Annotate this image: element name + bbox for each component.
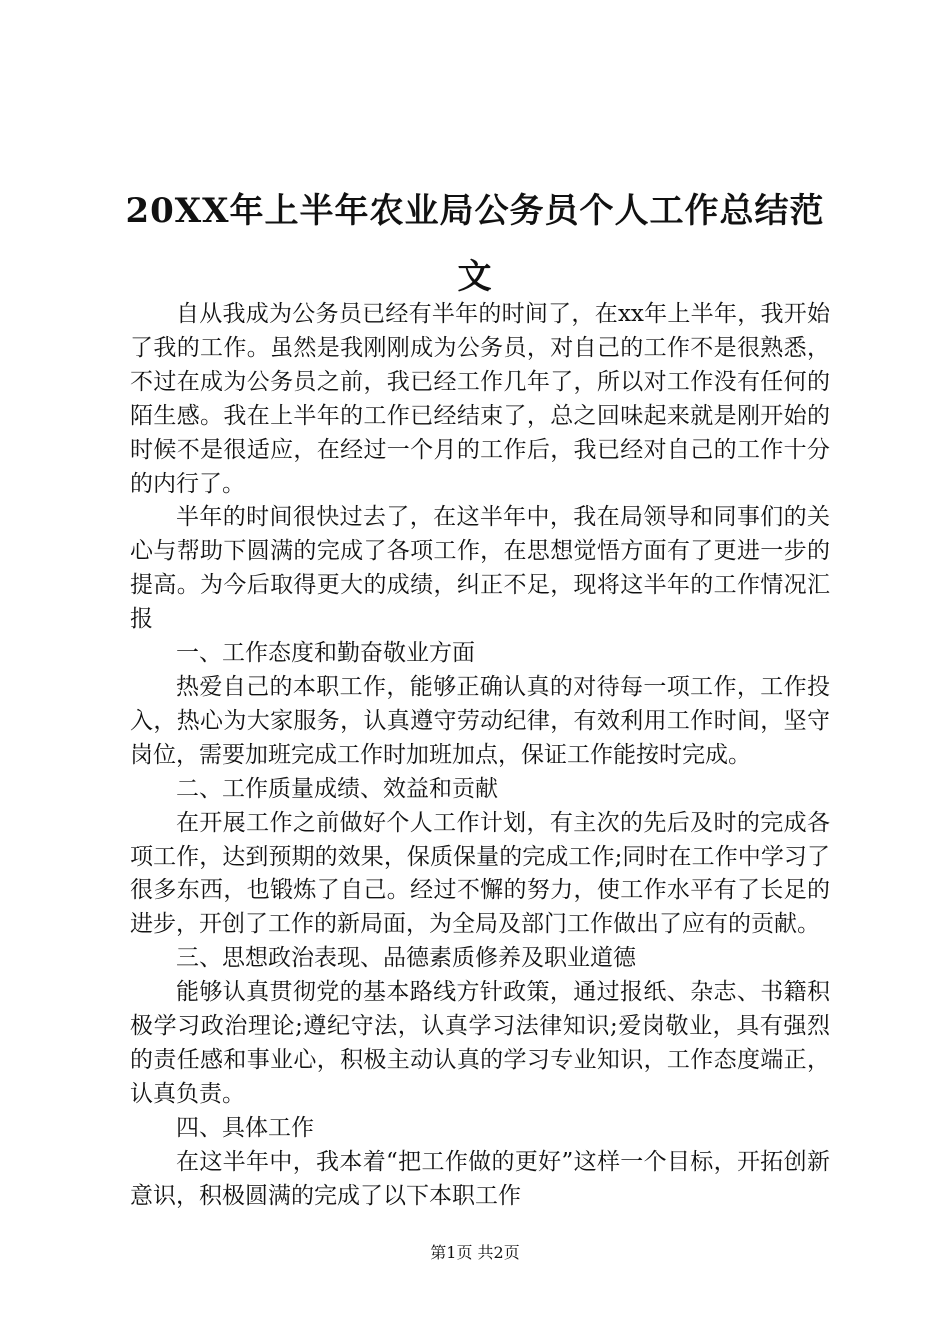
- paragraph-intro: 自从我成为公务员已经有半年的时间了，在xx年上半年，我开始了我的工作。虽然是我刚刚成为公务员，对自己的工作不是很熟悉，不过在成为公务员之前，我已经工作几年了，所以对工作没有任何的陌生感。我在上半年的工作已经结束了，总之回味起来就是刚开始的时候不是很适应，在经过一个月的工作后，我已经对自己的工作十分的内行了。: [130, 301, 830, 497]
- paragraph-summary: 半年的时间很快过去了，在这半年中，我在局领导和同事们的关心与帮助下圆满的完成了各项工作，在思想觉悟方面有了更进一步的提高。为今后取得更大的成绩，纠正不足，现将这半年的工作情况汇报: [130, 504, 830, 633]
- document-title: 20XX年上半年农业局公务员个人工作总结范文: [125, 191, 825, 297]
- section-heading-2: 二、工作质量成绩、效益和贡献: [176, 775, 498, 802]
- paragraph-section-4: 在这半年中，我本着“把工作做的更好”这样一个目标，开拓创新意识，积极圆满的完成了以下本职工作: [130, 1148, 830, 1209]
- paragraph-section-3: 能够认真贯彻党的基本路线方针政策，通过报纸、杂志、书籍积极学习政治理论;遵纪守法，认真学习法律知识;爱岗敬业，具有强烈的责任感和事业心，积极主动认真的学习专业知识，工作态度端正，认真负责。: [130, 979, 830, 1107]
- page-footer: 第1页 共2页: [430, 1243, 520, 1262]
- section-heading-4: 四、具体工作: [176, 1114, 314, 1141]
- document-body: [130, 298, 830, 1213]
- paragraph-section-1: 热爱自己的本职工作，能够正确认真的对待每一项工作，工作投入，热心为大家服务，认真遵守劳动纪律，有效利用工作时间，坚守岗位，需要加班完成工作时加班加点，保证工作能按时完成。: [130, 673, 830, 768]
- section-heading-3: 三、思想政治表现、品德素质修养及职业道德: [176, 945, 636, 972]
- paragraph-section-2: 在开展工作之前做好个人工作计划，有主次的先后及时的完成各项工作，达到预期的效果，保质保量的完成工作;同时在工作中学习了很多东西，也锻炼了自己。经过不懈的努力，使工作水平有了长足的进步，开创了工作的新局面，为全局及部门工作做出了应有的贡献。: [130, 809, 830, 938]
- section-heading-1: 一、工作态度和勤奋敬业方面: [176, 640, 475, 667]
